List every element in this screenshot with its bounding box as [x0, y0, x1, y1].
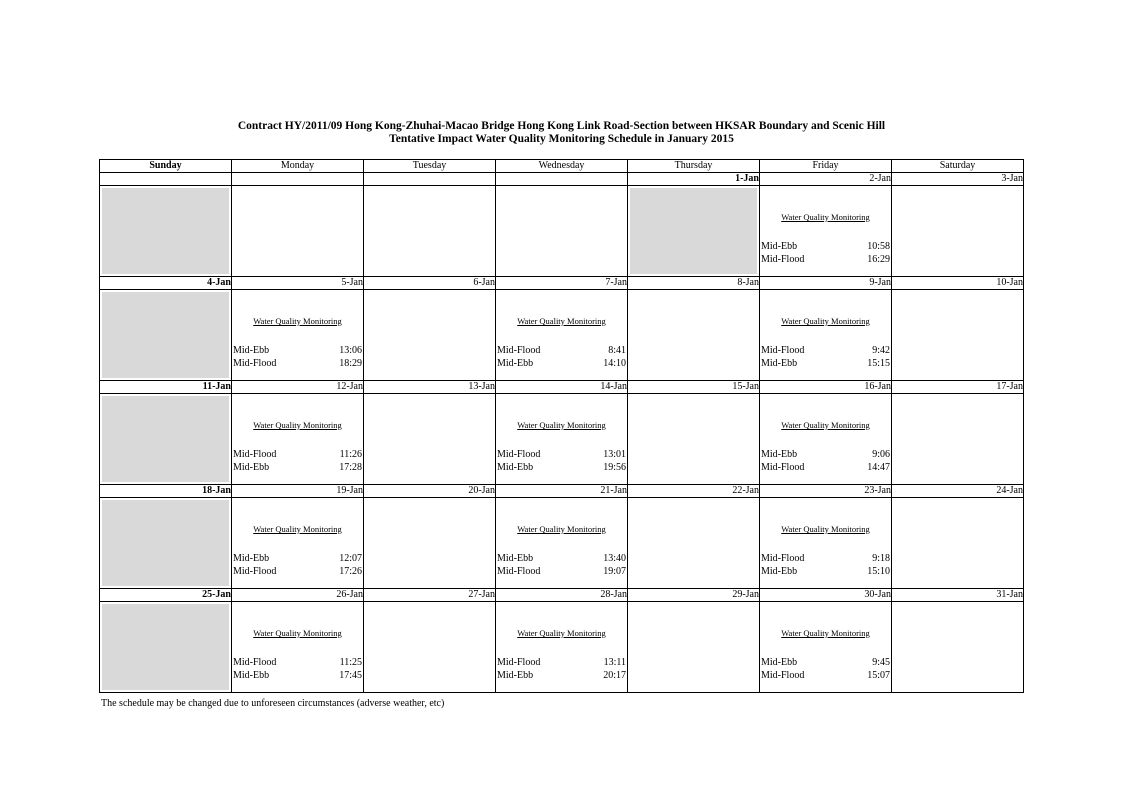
day-cell	[496, 186, 628, 277]
tide-entry	[233, 669, 362, 682]
day-cell	[364, 394, 496, 485]
day-cell	[100, 186, 232, 277]
tide-entry	[497, 344, 626, 357]
day-cell	[232, 498, 364, 589]
monitoring-heading: Water Quality Monitoring	[517, 524, 606, 534]
tide-time: 15:07	[867, 670, 890, 681]
tide-label: Mid-Ebb	[761, 358, 798, 369]
date-row	[100, 381, 1024, 394]
date-cell: 3-Jan	[892, 173, 1024, 186]
date-cell: 11-Jan	[100, 381, 232, 394]
tide-time: 16:29	[867, 254, 890, 265]
date-cell: 12-Jan	[232, 381, 364, 394]
monitoring-heading: Water Quality Monitoring	[517, 420, 606, 430]
tide-entry	[497, 357, 626, 370]
date-row	[100, 589, 1024, 602]
tide-entry	[233, 461, 362, 474]
tide-time: 19:56	[603, 462, 626, 473]
monitoring-heading: Water Quality Monitoring	[253, 628, 342, 638]
tide-label: Mid-Ebb	[233, 345, 270, 356]
tide-entry	[761, 656, 890, 669]
tide-entry	[497, 656, 626, 669]
day-content-row	[100, 290, 1024, 381]
shaded-area	[102, 292, 229, 378]
day-cell	[892, 186, 1024, 277]
tide-time: 14:47	[867, 462, 890, 473]
day-cell	[100, 290, 232, 381]
tide-time: 15:10	[867, 566, 890, 577]
tide-time: 20:17	[603, 670, 626, 681]
date-cell: 4-Jan	[100, 277, 232, 290]
tide-entry	[233, 448, 362, 461]
tide-time: 9:45	[872, 657, 890, 668]
monitoring-heading: Water Quality Monitoring	[517, 628, 606, 638]
date-cell: 17-Jan	[892, 381, 1024, 394]
date-cell: 9-Jan	[760, 277, 892, 290]
day-cell	[892, 498, 1024, 589]
tide-label: Mid-Flood	[761, 345, 805, 356]
date-cell	[100, 173, 232, 186]
tide-time: 13:11	[603, 657, 626, 668]
tide-entry	[497, 448, 626, 461]
monitoring-heading: Water Quality Monitoring	[781, 628, 870, 638]
day-content-row	[100, 602, 1024, 693]
tide-time: 12:07	[339, 553, 362, 564]
tide-label: Mid-Flood	[761, 670, 805, 681]
date-cell: 15-Jan	[628, 381, 760, 394]
tide-label: Mid-Ebb	[497, 553, 534, 564]
date-cell: 23-Jan	[760, 485, 892, 498]
schedule-note: The schedule may be changed due to unforeseen circumstances (adverse weather, etc)	[101, 698, 445, 709]
date-cell: 25-Jan	[100, 589, 232, 602]
weekday-header-friday: Friday	[760, 160, 892, 173]
day-content-row	[100, 498, 1024, 589]
tide-time: 18:29	[339, 358, 362, 369]
tide-label: Mid-Flood	[761, 553, 805, 564]
day-cell	[760, 602, 892, 693]
date-row	[100, 173, 1024, 186]
weekday-header-sunday: Sunday	[100, 160, 232, 173]
day-cell	[892, 394, 1024, 485]
day-cell	[496, 602, 628, 693]
day-content-row	[100, 394, 1024, 485]
tide-time: 10:58	[867, 241, 890, 252]
day-cell	[628, 290, 760, 381]
tide-entry	[497, 552, 626, 565]
tide-label: Mid-Ebb	[233, 670, 270, 681]
tide-entry	[761, 448, 890, 461]
day-cell	[760, 186, 892, 277]
tide-time: 9:18	[872, 553, 890, 564]
tide-label: Mid-Flood	[497, 657, 541, 668]
date-cell: 7-Jan	[496, 277, 628, 290]
tide-entry	[233, 565, 362, 578]
tide-label: Mid-Ebb	[761, 566, 798, 577]
tide-time: 17:45	[339, 670, 362, 681]
shaded-area	[102, 396, 229, 482]
monitoring-heading: Water Quality Monitoring	[253, 316, 342, 326]
tide-entry	[761, 344, 890, 357]
day-cell	[232, 186, 364, 277]
day-cell	[760, 394, 892, 485]
tide-entry	[761, 240, 890, 253]
tide-label: Mid-Flood	[233, 657, 277, 668]
shaded-area	[102, 500, 229, 586]
tide-time: 19:07	[603, 566, 626, 577]
day-cell	[364, 602, 496, 693]
date-cell: 28-Jan	[496, 589, 628, 602]
weekday-header-saturday: Saturday	[892, 160, 1024, 173]
tide-label: Mid-Flood	[233, 449, 277, 460]
tide-time: 17:26	[339, 566, 362, 577]
tide-entry	[497, 565, 626, 578]
tide-label: Mid-Ebb	[497, 670, 534, 681]
date-cell: 21-Jan	[496, 485, 628, 498]
tide-label: Mid-Flood	[497, 345, 541, 356]
day-cell	[892, 602, 1024, 693]
tide-label: Mid-Flood	[761, 254, 805, 265]
tide-time: 9:42	[872, 345, 890, 356]
tide-entry	[497, 669, 626, 682]
day-cell	[628, 602, 760, 693]
day-cell	[496, 498, 628, 589]
tide-time: 14:10	[603, 358, 626, 369]
date-cell: 8-Jan	[628, 277, 760, 290]
date-cell: 19-Jan	[232, 485, 364, 498]
tide-time: 13:40	[603, 553, 626, 564]
tide-time: 13:06	[339, 345, 362, 356]
tide-time: 11:25	[339, 657, 362, 668]
date-cell: 27-Jan	[364, 589, 496, 602]
day-cell	[100, 498, 232, 589]
document-title: Contract HY/2011/09 Hong Kong-Zhuhai-Macao Bridge Hong Kong Link Road-Section between HKSAR Boundary and Scenic Hill	[237, 120, 886, 132]
day-cell	[628, 498, 760, 589]
tide-time: 11:26	[339, 449, 362, 460]
monitoring-heading: Water Quality Monitoring	[781, 524, 870, 534]
day-cell	[364, 290, 496, 381]
tide-label: Mid-Ebb	[761, 241, 798, 252]
tide-entry	[233, 656, 362, 669]
day-cell	[496, 394, 628, 485]
tide-label: Mid-Flood	[497, 566, 541, 577]
date-cell	[364, 173, 496, 186]
tide-entry	[761, 565, 890, 578]
shaded-area	[102, 604, 229, 690]
day-cell	[496, 290, 628, 381]
monitoring-heading: Water Quality Monitoring	[253, 420, 342, 430]
monitoring-heading: Water Quality Monitoring	[781, 212, 870, 222]
day-cell	[232, 602, 364, 693]
tide-label: Mid-Flood	[497, 449, 541, 460]
day-cell	[628, 186, 760, 277]
date-cell: 18-Jan	[100, 485, 232, 498]
tide-label: Mid-Flood	[233, 566, 277, 577]
date-cell: 30-Jan	[760, 589, 892, 602]
tide-time: 13:01	[603, 449, 626, 460]
monitoring-heading: Water Quality Monitoring	[781, 420, 870, 430]
day-cell	[760, 290, 892, 381]
monitoring-heading: Water Quality Monitoring	[253, 524, 342, 534]
date-cell: 10-Jan	[892, 277, 1024, 290]
date-cell: 1-Jan	[628, 173, 760, 186]
date-cell: 14-Jan	[496, 381, 628, 394]
weekday-header-monday: Monday	[232, 160, 364, 173]
date-cell	[496, 173, 628, 186]
day-cell	[100, 602, 232, 693]
day-cell	[760, 498, 892, 589]
day-cell	[364, 498, 496, 589]
day-content-row	[100, 186, 1024, 277]
date-cell: 2-Jan	[760, 173, 892, 186]
date-row	[100, 277, 1024, 290]
tide-label: Mid-Ebb	[761, 449, 798, 460]
monitoring-heading: Water Quality Monitoring	[781, 316, 870, 326]
tide-entry	[761, 552, 890, 565]
tide-label: Mid-Ebb	[497, 462, 534, 473]
date-cell: 5-Jan	[232, 277, 364, 290]
weekday-header-thursday: Thursday	[628, 160, 760, 173]
day-cell	[892, 290, 1024, 381]
date-cell: 24-Jan	[892, 485, 1024, 498]
monitoring-calendar	[99, 159, 1024, 693]
tide-label: Mid-Flood	[761, 462, 805, 473]
day-cell	[628, 394, 760, 485]
weekday-header-tuesday: Tuesday	[364, 160, 496, 173]
tide-entry	[761, 253, 890, 266]
tide-entry	[233, 357, 362, 370]
weekday-header-row	[100, 160, 1024, 173]
date-cell: 31-Jan	[892, 589, 1024, 602]
tide-entry	[761, 461, 890, 474]
tide-entry	[233, 552, 362, 565]
day-cell	[232, 290, 364, 381]
date-cell: 13-Jan	[364, 381, 496, 394]
tide-entry	[497, 461, 626, 474]
tide-entry	[233, 344, 362, 357]
date-cell	[232, 173, 364, 186]
day-cell	[364, 186, 496, 277]
tide-time: 8:41	[608, 345, 626, 356]
date-row	[100, 485, 1024, 498]
tide-time: 9:06	[872, 449, 890, 460]
tide-time: 17:28	[339, 462, 362, 473]
date-cell: 26-Jan	[232, 589, 364, 602]
date-cell: 22-Jan	[628, 485, 760, 498]
shaded-area	[630, 188, 757, 274]
tide-label: Mid-Ebb	[761, 657, 798, 668]
day-cell	[100, 394, 232, 485]
tide-entry	[761, 669, 890, 682]
weekday-header-wednesday: Wednesday	[496, 160, 628, 173]
date-cell: 6-Jan	[364, 277, 496, 290]
monitoring-heading: Water Quality Monitoring	[517, 316, 606, 326]
document-subtitle: Tentative Impact Water Quality Monitoring Schedule in January 2015	[389, 133, 734, 145]
shaded-area	[102, 188, 229, 274]
tide-label: Mid-Flood	[233, 358, 277, 369]
date-cell: 20-Jan	[364, 485, 496, 498]
tide-entry	[761, 357, 890, 370]
date-cell: 16-Jan	[760, 381, 892, 394]
tide-label: Mid-Ebb	[233, 462, 270, 473]
tide-time: 15:15	[867, 358, 890, 369]
tide-label: Mid-Ebb	[233, 553, 270, 564]
day-cell	[232, 394, 364, 485]
date-cell: 29-Jan	[628, 589, 760, 602]
tide-label: Mid-Ebb	[497, 358, 534, 369]
